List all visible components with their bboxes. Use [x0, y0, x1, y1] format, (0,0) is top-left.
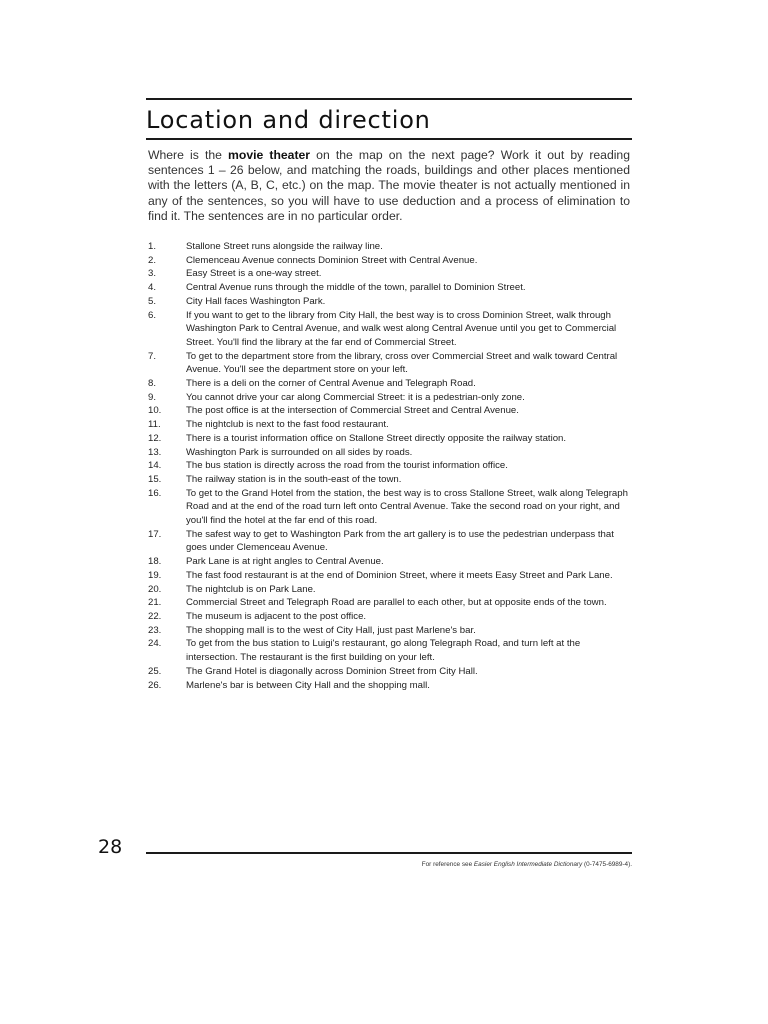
footnote-suffix: (0-7475-6989-4). [582, 861, 632, 868]
reference-footnote [422, 861, 632, 868]
sentence-item [148, 446, 632, 460]
sentence-number: 5. [148, 295, 157, 307]
sentence-item [148, 637, 632, 664]
sentence-text: Clemenceau Avenue connects Dominion Street with Central Avenue. [186, 254, 478, 266]
sentence-item [148, 624, 632, 638]
sentence-item [148, 679, 632, 693]
sentence-text: Easy Street is a one-way street. [186, 268, 322, 280]
sentence-text: To get to the Grand Hotel from the station, the best way is to cross Stallone Street, walk along Telegraph Road and at the end of the road turn left onto Central Avenue. Take the second road on your right, and you'll find the hotel at the far end of this road. [186, 487, 628, 527]
sentence-number: 24. [148, 638, 162, 650]
sentence-number: 1. [148, 241, 157, 252]
sentence-number: 2. [148, 254, 157, 266]
sentence-item [148, 432, 632, 446]
sentence-number: 20. [148, 583, 162, 595]
sentence-item [148, 459, 632, 473]
title-rule [146, 138, 632, 140]
sentence-item [148, 528, 632, 555]
intro-text-rest: on the map on the next page? Work it out by reading sentences 1 – 26 below, and matching the roads, buildings and other places mentioned with the letters (A, B, C, etc.) on the map. The movie theater is not actually mentioned in any of the sentences, so you will have to use deduction and a process of elimination to find it. The sentences are in no particular order. [148, 148, 630, 223]
sentence-item [148, 350, 632, 377]
sentence-text: The post office is at the intersection of Commercial Street and Central Avenue. [186, 405, 519, 417]
sentence-number: 23. [148, 624, 162, 636]
sentence-text: The museum is adjacent to the post office. [186, 610, 367, 622]
sentence-text: The Grand Hotel is diagonally across Dominion Street from City Hall. [186, 665, 478, 677]
sentence-text: There is a tourist information office on Stallone Street directly opposite the railway station. [186, 432, 567, 444]
intro-paragraph [148, 148, 630, 224]
sentence-text: Washington Park is surrounded on all sides by roads. [186, 446, 413, 458]
footnote-book-title: Easier English Intermediate Dictionary [473, 861, 583, 868]
sentence-number: 16. [148, 487, 162, 499]
top-rule [146, 98, 632, 100]
sentence-item [148, 665, 632, 679]
sentence-item [148, 404, 632, 418]
sentence-text: Stallone Street runs alongside the railway line. [186, 241, 383, 252]
sentence-number: 8. [148, 378, 157, 390]
sentence-number: 10. [148, 405, 162, 417]
intro-bold-term: movie theater [228, 148, 311, 162]
sentence-text: The nightclub is next to the fast food restaurant. [186, 419, 389, 431]
sentence-text: City Hall faces Washington Park. [186, 295, 326, 307]
sentence-item [148, 391, 632, 405]
sentence-text: To get to the department store from the library, cross over Commercial Street and walk toward Central Avenue. You'll see the department store on your left. [186, 350, 618, 376]
sentence-item [148, 610, 632, 624]
sentence-text: To get from the bus station to Luigi's restaurant, go along Telegraph Road, and turn left at the intersection. The restaurant is the first building on your left. [186, 638, 581, 664]
sentence-number: 22. [148, 610, 162, 622]
page-number: 28 [98, 836, 123, 858]
sentence-text: Marlene's bar is between City Hall and the shopping mall. [186, 679, 430, 691]
page-title: Location and direction [146, 106, 431, 134]
sentence-text: The safest way to get to Washington Park from the art gallery is to use the pedestrian underpass that goes under Clemenceau Avenue. [186, 528, 614, 554]
sentence-text: There is a deli on the corner of Central Avenue and Telegraph Road. [186, 378, 476, 390]
sentence-text: The fast food restaurant is at the end of Dominion Street, where it meets Easy Street and Park Lane. [186, 569, 613, 581]
sentence-text: The bus station is directly across the road from the tourist information office. [186, 460, 508, 472]
sentence-number: 6. [148, 309, 157, 321]
sentence-item [148, 267, 632, 281]
sentence-number: 17. [148, 528, 162, 540]
sentence-text: Park Lane is at right angles to Central Avenue. [186, 556, 384, 568]
footnote-prefix: For reference see [421, 861, 474, 868]
sentence-item [148, 309, 632, 350]
sentence-item [148, 569, 632, 583]
sentence-item [148, 583, 632, 597]
sentence-number: 9. [148, 391, 157, 403]
sentence-number: 12. [148, 432, 162, 444]
sentence-item [148, 254, 632, 268]
sentence-text: If you want to get to the library from City Hall, the best way is to cross Dominion Street, walk through Washington Park to Central Avenue, and walk west along Central Avenue until you get to Commercial Street. You'll find the library at the far end of Commercial Street. [186, 309, 617, 348]
sentence-number: 11. [148, 419, 161, 431]
sentence-item [148, 555, 632, 569]
sentence-text: The shopping mall is to the west of City Hall, just past Marlene's bar. [186, 624, 476, 636]
sentence-text: The railway station is in the south-east of the town. [186, 473, 402, 485]
sentence-number: 4. [148, 282, 157, 294]
sentence-number: 14. [148, 460, 162, 472]
sentence-number: 7. [148, 350, 157, 362]
sentence-text: The nightclub is on Park Lane. [186, 583, 316, 595]
sentence-number: 15. [148, 473, 162, 485]
bottom-rule [146, 852, 632, 854]
sentence-number: 25. [148, 665, 162, 677]
sentence-item [148, 473, 632, 487]
sentence-item [148, 596, 632, 610]
sentence-text: Commercial Street and Telegraph Road are parallel to each other, but at opposite ends of the town. [186, 597, 607, 609]
sentence-item [148, 418, 632, 432]
sentence-item [148, 281, 632, 295]
sentence-item [148, 240, 632, 254]
sentence-number: 26. [148, 679, 162, 691]
sentence-list [148, 240, 632, 692]
sentence-number: 13. [148, 446, 162, 458]
sentence-item [148, 377, 632, 391]
sentence-number: 19. [148, 569, 162, 581]
intro-text-start: Where is the [148, 148, 229, 162]
sentence-text: You cannot drive your car along Commercial Street: it is a pedestrian-only zone. [186, 391, 525, 403]
sentence-item [148, 487, 632, 528]
sentence-item [148, 295, 632, 309]
sentence-text: Central Avenue runs through the middle of the town, parallel to Dominion Street. [186, 282, 526, 294]
sentence-number: 3. [148, 268, 157, 280]
sentence-number: 21. [148, 597, 162, 609]
sentence-number: 18. [148, 556, 162, 568]
